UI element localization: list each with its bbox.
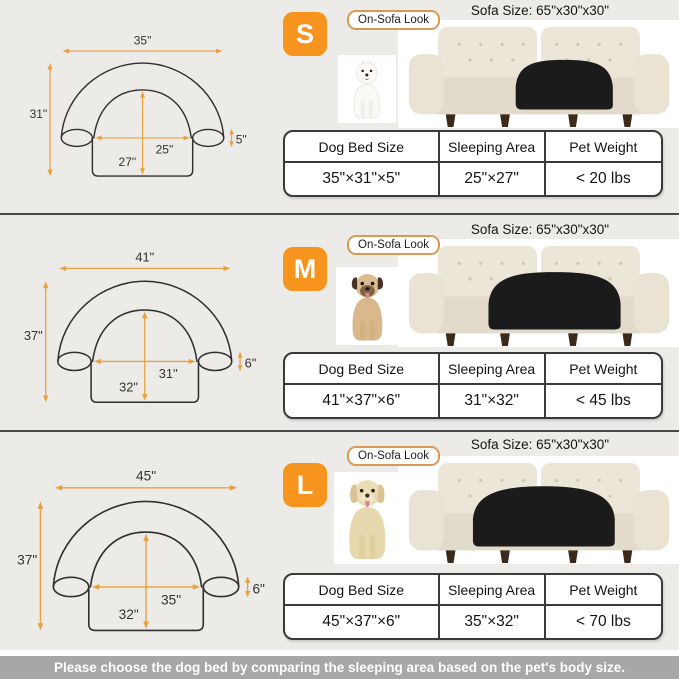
value-dog-bed-size: 41"×37"×6" — [322, 392, 401, 409]
size-section-l — [0, 432, 679, 650]
bed-dimension-diagram — [20, 248, 262, 408]
header-pet-weight: Pet Weight — [569, 138, 638, 155]
sofa-illustration — [403, 457, 675, 564]
on-sofa-look-label: On-Sofa Look — [347, 10, 440, 30]
table-header-row — [285, 132, 661, 163]
dog-illustration-labrador — [338, 476, 397, 564]
header-dog-bed-size: Dog Bed Size — [318, 360, 405, 377]
dim-width: 45" — [135, 468, 157, 484]
value-pet-weight: < 45 lbs — [575, 392, 631, 409]
value-sleeping-area: 31"×32" — [438, 385, 546, 417]
spec-table — [283, 573, 663, 640]
sofa-legs — [445, 114, 632, 127]
dog-illustration-pug — [343, 271, 392, 345]
sofa-legs — [445, 550, 632, 563]
value-pet-weight: < 20 lbs — [575, 170, 631, 187]
dim-sleep-width: 25" — [155, 142, 174, 157]
value-dog-bed-size: 35"×31"×5" — [322, 170, 401, 187]
table-header-row — [285, 354, 661, 385]
sofa-size-text: Sofa Size: 65"x30"x30" — [470, 3, 610, 18]
header-pet-weight: Pet Weight — [569, 360, 638, 377]
size-section-s — [0, 0, 679, 213]
dog-photo — [336, 267, 398, 345]
dim-height: 37" — [17, 552, 38, 568]
spec-table — [283, 352, 663, 419]
dim-sleep-height: 32" — [119, 379, 138, 395]
table-value-row — [285, 606, 661, 638]
sofa-size-text: Sofa Size: 65"x30"x30" — [470, 222, 610, 237]
dim-sleep-width: 35" — [160, 592, 182, 608]
dim-width: 35" — [133, 33, 152, 48]
dim-width: 41" — [135, 249, 155, 265]
pet-bed-cover — [472, 486, 614, 546]
sofa-photo — [398, 239, 679, 347]
dim-sleep-width: 31" — [158, 366, 178, 382]
sofa-photo — [398, 20, 679, 128]
bed-dimension-diagram — [26, 32, 252, 182]
value-dog-bed-size: 45"×37"×6" — [322, 613, 401, 630]
table-value-row — [285, 163, 661, 195]
sofa-illustration — [403, 21, 675, 128]
pet-bed-cover — [515, 60, 612, 110]
size-badge-m: M — [283, 247, 327, 291]
table-header-row — [285, 575, 661, 606]
dim-bolster-height: 6" — [244, 355, 257, 371]
dim-height: 37" — [23, 328, 43, 344]
table-value-row — [285, 385, 661, 417]
dog-illustration-pomeranian — [346, 59, 388, 123]
on-sofa-look-label: On-Sofa Look — [347, 446, 440, 466]
sofa-size-text: Sofa Size: 65"x30"x30" — [470, 437, 610, 452]
header-sleeping-area: Sleeping Area — [438, 354, 546, 383]
header-dog-bed-size: Dog Bed Size — [318, 581, 405, 598]
footer-note-banner: Please choose the dog bed by comparing the sleeping area based on the pet's body size. — [0, 656, 679, 679]
sofa-illustration — [403, 240, 675, 347]
size-section-m — [0, 215, 679, 430]
sofa-photo — [398, 456, 679, 564]
dog-photo — [338, 55, 396, 123]
size-badge-s: S — [283, 12, 327, 56]
dim-bolster-height: 5" — [235, 132, 247, 147]
pet-bed-cover — [488, 272, 620, 329]
sofa-legs — [445, 333, 632, 346]
value-sleeping-area: 35"×32" — [438, 606, 546, 638]
on-sofa-look-label: On-Sofa Look — [347, 235, 440, 255]
dim-bolster-height: 6" — [252, 581, 265, 597]
bed-dimension-diagram — [13, 466, 271, 637]
value-sleeping-area: 25"×27" — [438, 163, 546, 195]
header-pet-weight: Pet Weight — [569, 581, 638, 598]
dim-sleep-height: 27" — [118, 155, 137, 170]
dim-height: 31" — [29, 107, 48, 122]
size-badge-l: L — [283, 463, 327, 507]
header-sleeping-area: Sleeping Area — [438, 575, 546, 604]
header-dog-bed-size: Dog Bed Size — [318, 138, 405, 155]
dim-sleep-height: 32" — [118, 607, 139, 623]
dog-photo — [334, 472, 400, 564]
spec-table — [283, 130, 663, 197]
header-sleeping-area: Sleeping Area — [438, 132, 546, 161]
value-pet-weight: < 70 lbs — [575, 613, 631, 630]
